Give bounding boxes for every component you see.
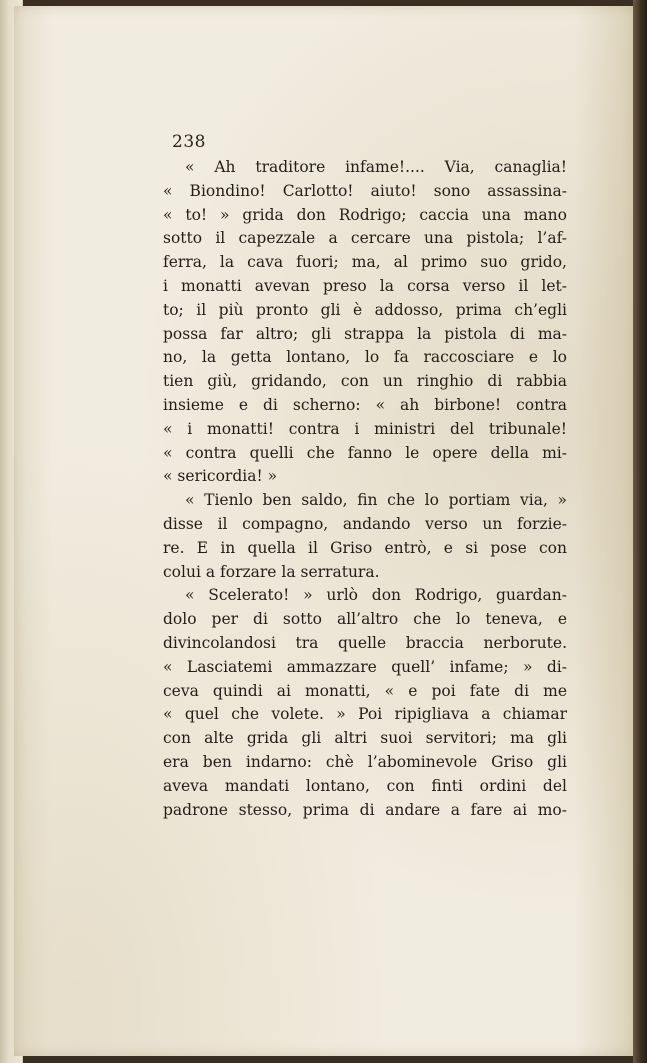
- text-line: insieme e di scherno: « ah birbone! contra: [163, 395, 567, 414]
- text-line: « Ah traditore infame!.... Via, canaglia!: [185, 158, 567, 176]
- text-line: « i monatti! contra i ministri del tribunale!: [163, 419, 567, 438]
- text-line: colui a forzare la serratura.: [163, 562, 380, 581]
- text-line: to; il più pronto gli è addosso, prima ch’egli: [163, 300, 567, 319]
- text-line: possa far altro; gli strappa la pistola di ma-: [163, 324, 567, 343]
- text-line: aveva mandati lontano, con finti ordini del: [163, 776, 567, 795]
- text-line: no, la getta lontano, lo fa raccosciare e lo: [163, 348, 567, 367]
- book-binding-edge: [633, 0, 647, 1063]
- text-line: era ben indarno: chè l’abominevole Griso gli: [163, 752, 567, 771]
- text-line: dolo per di sotto all’altro che lo teneva, e: [163, 610, 567, 629]
- text-line: « quel che volete. » Poi ripigliava a chiamar: [163, 705, 567, 724]
- text-line: disse il compagno, andando verso un forzie-: [163, 514, 567, 533]
- text-line: ceva quindi ai monatti, « e poi fate di me: [163, 681, 567, 700]
- text-line: divincolandosi tra quelle braccia nerborute.: [163, 633, 567, 652]
- text-line: con alte grida gli altri suoi servitori; ma gli: [163, 729, 567, 748]
- text-line: i monatti avevan preso la corsa verso il let-: [163, 276, 567, 295]
- text-line: ferra, la cava fuori; ma, al primo suo grido,: [163, 253, 567, 272]
- page-number: 238: [172, 132, 206, 152]
- text-line: « Lasciatemi ammazzare quell’ infame; » di-: [163, 657, 567, 676]
- text-line: « to! » grida don Rodrigo; caccia una mano: [163, 205, 567, 224]
- text-line: padrone stesso, prima di andare a fare ai mo-: [163, 800, 567, 819]
- text-line: « Scelerato! » urlò don Rodrigo, guardan-: [185, 586, 567, 605]
- text-line: « sericordia! »: [163, 467, 278, 486]
- text-line: tien giù, gridando, con un ringhio di rabbia: [163, 372, 567, 391]
- text-line: re. E in quella il Griso entrò, e si pose con: [163, 538, 567, 557]
- text-line: « contra quelli che fanno le opere della mi-: [163, 443, 567, 462]
- text-line: « Biondino! Carlotto! aiuto! sono assassina-: [163, 181, 567, 200]
- body-text: [163, 156, 567, 822]
- text-line: sotto il capezzale a cercare una pistola; l’af-: [163, 229, 567, 248]
- text-line: « Tienlo ben saldo, fin che lo portiam via, »: [185, 491, 567, 510]
